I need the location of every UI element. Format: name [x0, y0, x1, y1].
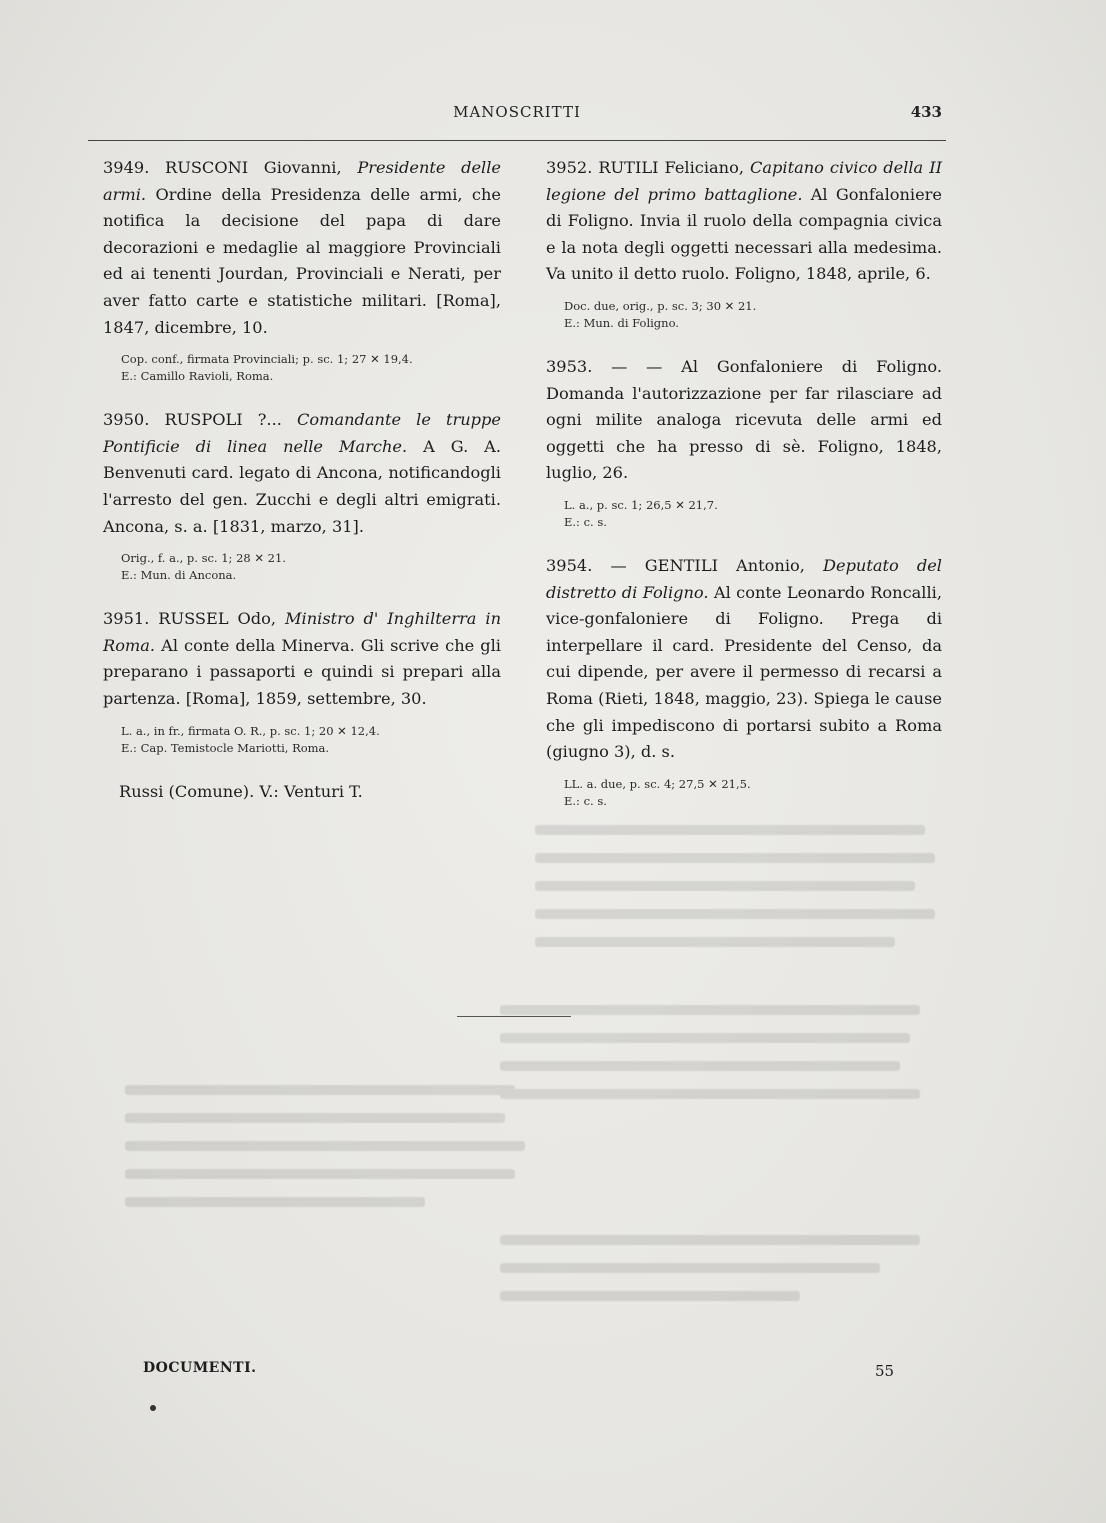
entry-text: Al Gonfaloniere di Foligno. Invia il ruolo della compagnia civica e la nota degli oggetti necessari alla medesima. Va unito il detto ruolo. Foligno, 1848, aprile, 6.	[546, 184, 942, 284]
entry-note	[121, 723, 501, 757]
entry-note	[121, 351, 501, 385]
signature-mark: DOCUMENTI.	[143, 1360, 257, 1376]
entry-description: Cop. conf., firmata Provinciali; p. sc. 1; 27 ✕ 19,4.	[121, 352, 413, 367]
catalog-entry	[103, 606, 501, 756]
entry-text: Al conte Leonardo Roncalli, vice-gonfaloniere di Foligno. Prega di interpellare il card. Presidente del Censo, da cui dipende, per avere il permesso di recarsi a Roma (Rieti, 1848, maggio, 23). Spiega le cause che gli impediscono di portarsi subito a Roma (giugno 3), d. s.	[546, 582, 942, 762]
entry-number: 3950.	[103, 410, 150, 430]
entry-body	[103, 155, 501, 341]
entry-number: 3949.	[103, 158, 150, 177]
entry-title: Ministro d' Inghilterra in Roma.	[103, 609, 501, 655]
entry-note	[564, 497, 942, 531]
entry-body	[103, 606, 501, 712]
entry-text: Al Gonfaloniere di Foligno. Domanda l'autorizzazione per far rilasciare ad ogni milite analoga ricevuta delle armi ed oggetti che ha presso di sè. Foligno, 1848, luglio, 26.	[546, 356, 942, 483]
entry-number: 3951.	[103, 609, 150, 629]
catalog-entry	[103, 407, 501, 584]
entry-description: L. a., in fr., firmata O. R., p. sc. 1; 20 ✕ 12,4.	[121, 723, 380, 738]
sheet-number: 55	[875, 1362, 895, 1380]
entry-description: Doc. due, orig., p. sc. 3; 30 ✕ 21.	[564, 298, 757, 313]
right-column	[546, 155, 942, 832]
page-header	[88, 103, 946, 137]
entry-name: — —	[611, 356, 663, 376]
column-end-rule	[457, 1016, 571, 1017]
catalog-entry	[546, 354, 942, 531]
left-column	[103, 155, 501, 805]
entry-title: Comandante le truppe Pontificie di linea nelle Marche.	[103, 410, 501, 456]
entry-name: — GENTILI Antonio,	[610, 555, 805, 575]
catalog-entry	[546, 553, 942, 810]
entry-owner: E.: c. s.	[564, 514, 607, 529]
entry-title: Capitano civico della II legione del primo battaglione.	[546, 158, 942, 204]
page-number: 433	[910, 103, 942, 121]
bleed-through-texture	[95, 795, 945, 1355]
entry-owner: E.: Mun. di Foligno.	[564, 315, 679, 330]
entry-note	[121, 550, 501, 584]
header-rule	[88, 140, 946, 141]
catalog-entry	[546, 155, 942, 332]
dot-mark	[150, 1405, 156, 1411]
entry-owner: E.: Mun. di Ancona.	[121, 568, 237, 583]
entry-text: Ordine della Presidenza delle armi, che notifica la decisione del papa di dare decorazioni e medaglie al maggiore Provinciali ed ai tenenti Jourdan, Provinciali e Nerati, per aver fatto carte e statistiche militari. [Roma], 1847, dicembre, 10.	[103, 184, 501, 337]
entry-title: Presidente delle armi.	[103, 158, 501, 204]
entry-description: LL. a. due, p. sc. 4; 27,5 ✕ 21,5.	[564, 776, 751, 791]
entry-name: RUSSEL Odo,	[158, 609, 277, 629]
entry-note	[564, 298, 942, 332]
entry-description: L. a., p. sc. 1; 26,5 ✕ 21,7.	[564, 497, 718, 512]
entry-text: Al conte della Minerva. Gli scrive che gli preparano i passaporti e quindi si prepari alla partenza. [Roma], 1859, settembre, 30.	[103, 635, 501, 708]
entry-note	[564, 776, 942, 810]
running-title: MANOSCRITTI	[453, 103, 581, 121]
entry-body	[546, 553, 942, 766]
entry-number: 3954.	[546, 555, 593, 575]
cross-reference: Russi (Comune). V.: Venturi T.	[119, 781, 363, 801]
entry-description: Orig., f. a., p. sc. 1; 28 ✕ 21.	[121, 551, 286, 566]
entry-body	[546, 354, 942, 487]
entry-body	[546, 155, 942, 288]
entry-owner: E.: Camillo Ravioli, Roma.	[121, 369, 274, 384]
catalog-entry	[103, 155, 501, 385]
entry-name: RUTILI Feliciano,	[598, 158, 744, 177]
entry-text: A G. A. Benvenuti card. legato di Ancona, notificandogli l'arresto del gen. Zucchi e degli altri emigrati. Ancona, s. a. [1831, marzo, 31].	[103, 436, 501, 536]
entry-owner: E.: Cap. Temistocle Mariotti, Roma.	[121, 740, 330, 755]
entry-name: RUSPOLI ?...	[164, 410, 282, 430]
entry-body	[103, 407, 501, 540]
entry-title: Deputato del distretto di Foligno.	[546, 555, 942, 602]
entry-number: 3952.	[546, 158, 593, 177]
entry-number: 3953.	[546, 356, 593, 376]
entry-name: RUSCONI Giovanni,	[165, 158, 342, 177]
entry-owner: E.: c. s.	[564, 793, 607, 808]
